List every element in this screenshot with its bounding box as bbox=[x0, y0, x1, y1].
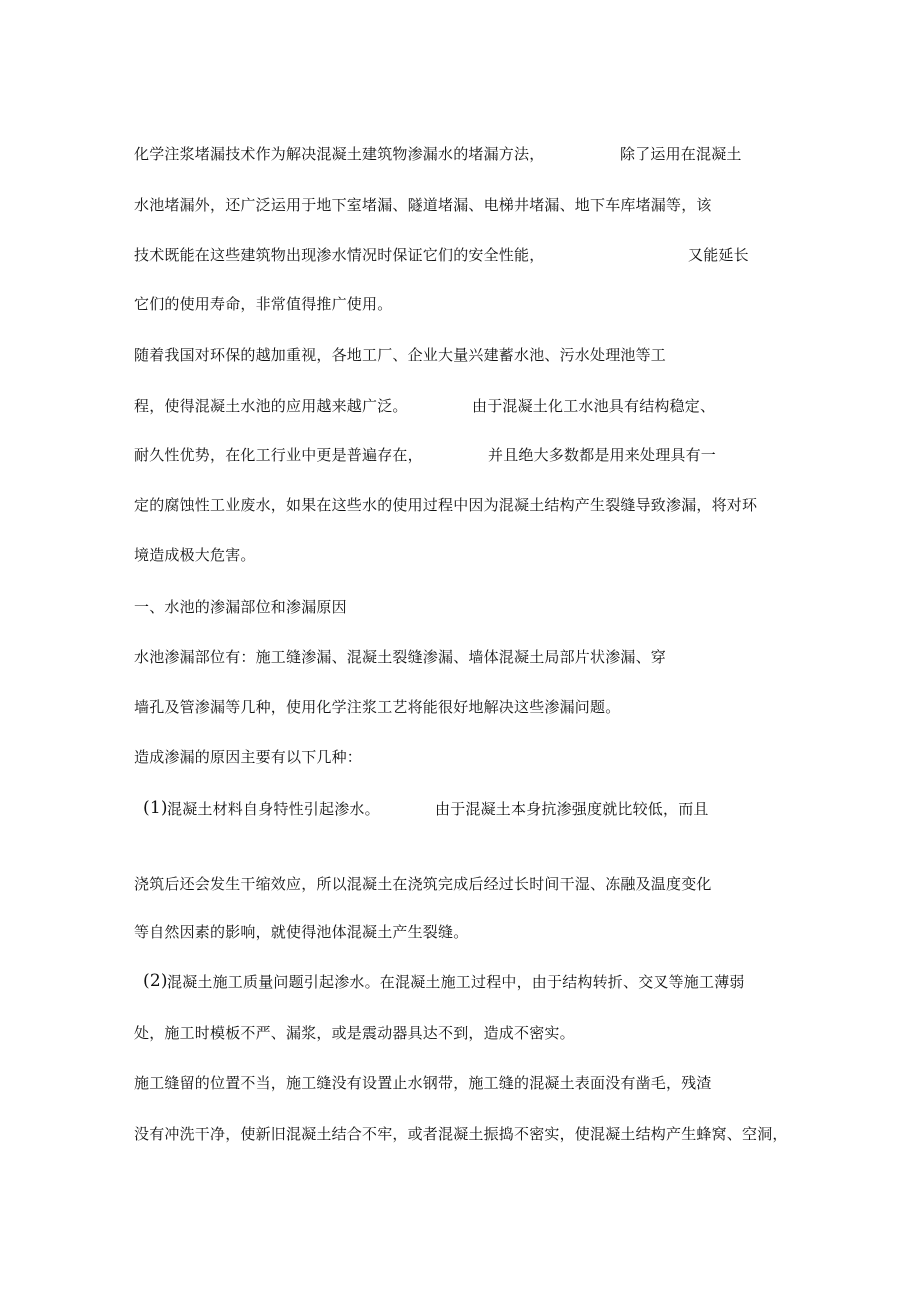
text-line: 水池堵漏外，还广泛运用于地下室堵漏、隧道堵漏、电梯井堵漏、地下车库堵漏等，该 bbox=[134, 196, 712, 214]
section-heading: 一、水池的渗漏部位和渗漏原因 bbox=[134, 598, 347, 616]
text-segment: 又能延长 bbox=[688, 246, 749, 264]
text-segment: 并且绝大多数都是用来处理具有一 bbox=[488, 446, 717, 464]
list-number: (2) bbox=[143, 971, 168, 991]
text-segment: 除了运用在混凝土 bbox=[620, 145, 742, 163]
text-line: 处，施工时模板不严、漏浆，或是震动器具达不到，造成不密实。 bbox=[134, 1024, 575, 1042]
text-line: 随着我国对环保的越加重视，各地工厂、企业大量兴建蓄水池、污水处理池等工 bbox=[134, 346, 667, 364]
text-line: 施工缝留的位置不当，施工缝没有设置止水钢带，施工缝的混凝土表面没有凿毛，残渣 bbox=[134, 1074, 712, 1092]
text-segment: 程，使得混凝土水池的应用越来越广泛。 bbox=[134, 397, 408, 415]
text-line: 定的腐蚀性工业废水，如果在这些水的使用过程中因为混凝土结构产生裂缝导致渗漏，将对环 bbox=[134, 496, 758, 514]
text-line: 造成渗漏的原因主要有以下几种： bbox=[134, 748, 363, 766]
text-line: 浇筑后还会发生干缩效应，所以混凝土在浇筑完成后经过长时间干湿、冻融及温度变化 bbox=[134, 875, 712, 893]
text-segment: 混凝土材料自身特性引起渗水。 bbox=[167, 800, 380, 818]
text-line: 它们的使用寿命，非常值得推广使用。 bbox=[134, 295, 393, 313]
text-segment: 技术既能在这些建筑物出现渗水情况时保证它们的安全性能， bbox=[134, 246, 545, 264]
text-segment: 混凝土施工质量问题引起渗水。在混凝土施工过程中，由于结构转折、交叉等施工薄弱 bbox=[167, 973, 745, 991]
text-segment: 由于混凝土化工水池具有结构稳定、 bbox=[472, 397, 716, 415]
text-segment: 耐久性优势，在化工行业中更是普遍存在， bbox=[134, 446, 423, 464]
text-segment: 化学注浆堵漏技术作为解决混凝土建筑物渗漏水的堵漏方法， bbox=[134, 145, 545, 163]
text-segment: 由于混凝土本身抗渗强度就比较低，而且 bbox=[435, 800, 709, 818]
text-line: 等自然因素的影响，就使得池体混凝土产生裂缝。 bbox=[134, 923, 469, 941]
text-line: 没有冲洗干净，使新旧混凝土结合不牢，或者混凝土振捣不密实，使混凝土结构产生蜂窝、空洞， bbox=[134, 1125, 788, 1143]
text-line: 墙孔及管渗漏等几种，使用化学注浆工艺将能很好地解决这些渗漏问题。 bbox=[134, 698, 621, 716]
list-number: (1) bbox=[143, 798, 168, 818]
text-line: 境造成极大危害。 bbox=[134, 546, 256, 564]
text-line: 水池渗漏部位有：施工缝渗漏、混凝土裂缝渗漏、墙体混凝土局部片状渗漏、穿 bbox=[134, 648, 667, 666]
